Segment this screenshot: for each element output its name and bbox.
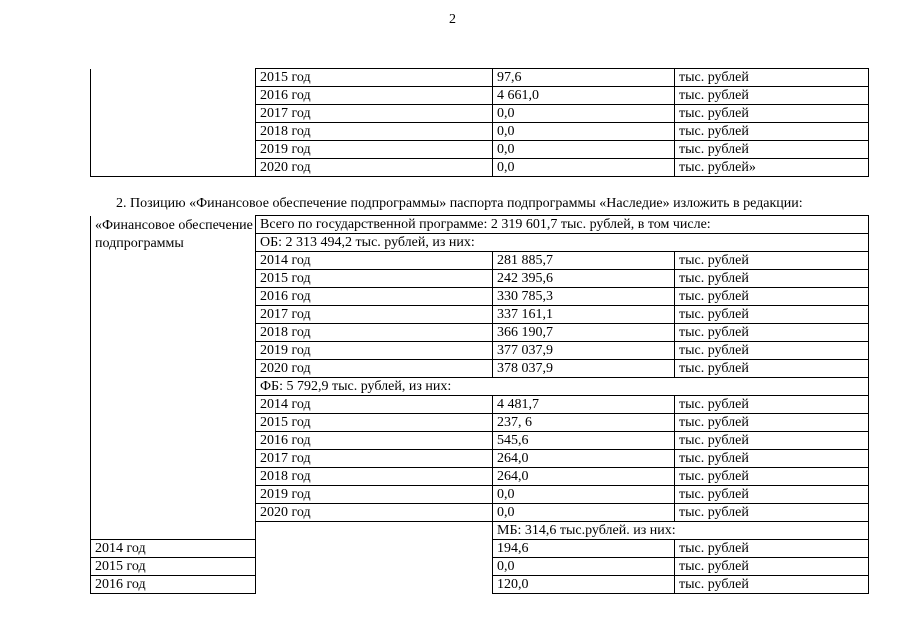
unit-cell: тыс. рублей [675, 468, 869, 486]
program-total-row [91, 216, 869, 234]
value-cell: 0,0 [493, 558, 675, 576]
year-cell: 2016 год [91, 576, 256, 594]
unit-cell: тыс. рублей [675, 450, 869, 468]
value-cell: 242 395,6 [493, 270, 675, 288]
year-cell: 2016 год [256, 288, 493, 306]
value-cell: 337 161,1 [493, 306, 675, 324]
page-number: 2 [449, 12, 456, 27]
unit-cell: тыс. рублей [675, 540, 869, 558]
year-cell: 2016 год [256, 432, 493, 450]
year-cell: 2018 год [256, 123, 493, 141]
value-cell: 120,0 [493, 576, 675, 594]
value-cell: 97,6 [493, 69, 675, 87]
value-cell: 377 037,9 [493, 342, 675, 360]
value-cell: 4 661,0 [493, 87, 675, 105]
unit-cell: тыс. рублей [675, 576, 869, 594]
section-caption: 2. Позицию «Финансовое обеспечение подпрограммы» паспорта подпрограммы «Наследие» изложить в редакции: [116, 196, 803, 211]
unit-cell: тыс. рублей [675, 306, 869, 324]
unit-cell: тыс. рублей [675, 432, 869, 450]
value-cell: 281 885,7 [493, 252, 675, 270]
year-cell: 2015 год [256, 69, 493, 87]
unit-cell: тыс. рублей [675, 105, 869, 123]
unit-cell: тыс. рублей [675, 342, 869, 360]
left-empty-cell [91, 69, 256, 177]
year-cell: 2020 год [256, 360, 493, 378]
unit-cell: тыс. рублей [675, 123, 869, 141]
unit-cell: тыс. рублей [675, 558, 869, 576]
ob-header-row-cell: ОБ: 2 313 494,2 тыс. рублей, из них: [256, 234, 869, 252]
value-cell: 0,0 [493, 123, 675, 141]
unit-cell: тыс. рублей [675, 288, 869, 306]
value-cell: 0,0 [493, 504, 675, 522]
value-cell: 264,0 [493, 450, 675, 468]
unit-cell: тыс. рублей [675, 504, 869, 522]
unit-cell: тыс. рублей [675, 141, 869, 159]
unit-cell: тыс. рублей [675, 486, 869, 504]
mb-header-row-cell: МБ: 314,6 тыс.рублей. из них: [493, 522, 869, 540]
financial-support-table [90, 215, 869, 594]
unit-cell: тыс. рублей [675, 396, 869, 414]
value-cell: 545,6 [493, 432, 675, 450]
year-cell: 2014 год [91, 540, 256, 558]
unit-cell: тыс. рублей [675, 69, 869, 87]
value-cell: 4 481,7 [493, 396, 675, 414]
row-label: «Финансовое обеспечение подпрограммы [91, 216, 256, 540]
left-empty-cell [256, 522, 493, 594]
year-cell: 2014 год [256, 396, 493, 414]
year-cell: 2017 год [256, 105, 493, 123]
unit-cell: тыс. рублей [675, 252, 869, 270]
year-cell: 2016 год [256, 87, 493, 105]
value-cell: 0,0 [493, 159, 675, 177]
value-cell: 366 190,7 [493, 324, 675, 342]
value-cell: 0,0 [493, 141, 675, 159]
unit-cell: тыс. рублей [675, 324, 869, 342]
funding-table-continuation [90, 68, 869, 177]
value-cell: 0,0 [493, 486, 675, 504]
year-cell: 2019 год [256, 486, 493, 504]
value-cell: 330 785,3 [493, 288, 675, 306]
unit-cell: тыс. рублей» [675, 159, 869, 177]
value-cell: 378 037,9 [493, 360, 675, 378]
value-cell: 264,0 [493, 468, 675, 486]
value-cell: 237, 6 [493, 414, 675, 432]
year-cell: 2018 год [256, 468, 493, 486]
unit-cell: тыс. рублей [675, 414, 869, 432]
year-cell: 2018 год [256, 324, 493, 342]
value-cell: 0,0 [493, 105, 675, 123]
year-cell: 2014 год [256, 252, 493, 270]
year-cell: 2017 год [256, 450, 493, 468]
year-cell: 2020 год [256, 159, 493, 177]
unit-cell: тыс. рублей [675, 360, 869, 378]
year-cell: 2015 год [256, 414, 493, 432]
value-cell: 194,6 [493, 540, 675, 558]
year-cell: 2019 год [256, 342, 493, 360]
year-cell: 2017 год [256, 306, 493, 324]
table-row [91, 69, 869, 87]
year-cell: 2020 год [256, 504, 493, 522]
unit-cell: тыс. рублей [675, 270, 869, 288]
fb-header-row-cell: ФБ: 5 792,9 тыс. рублей, из них: [256, 378, 869, 396]
unit-cell: тыс. рублей [675, 87, 869, 105]
program-total-row-cell: Всего по государственной программе: 2 319 601,7 тыс. рублей, в том числе: [256, 216, 869, 234]
year-cell: 2015 год [256, 270, 493, 288]
year-cell: 2019 год [256, 141, 493, 159]
year-cell: 2015 год [91, 558, 256, 576]
